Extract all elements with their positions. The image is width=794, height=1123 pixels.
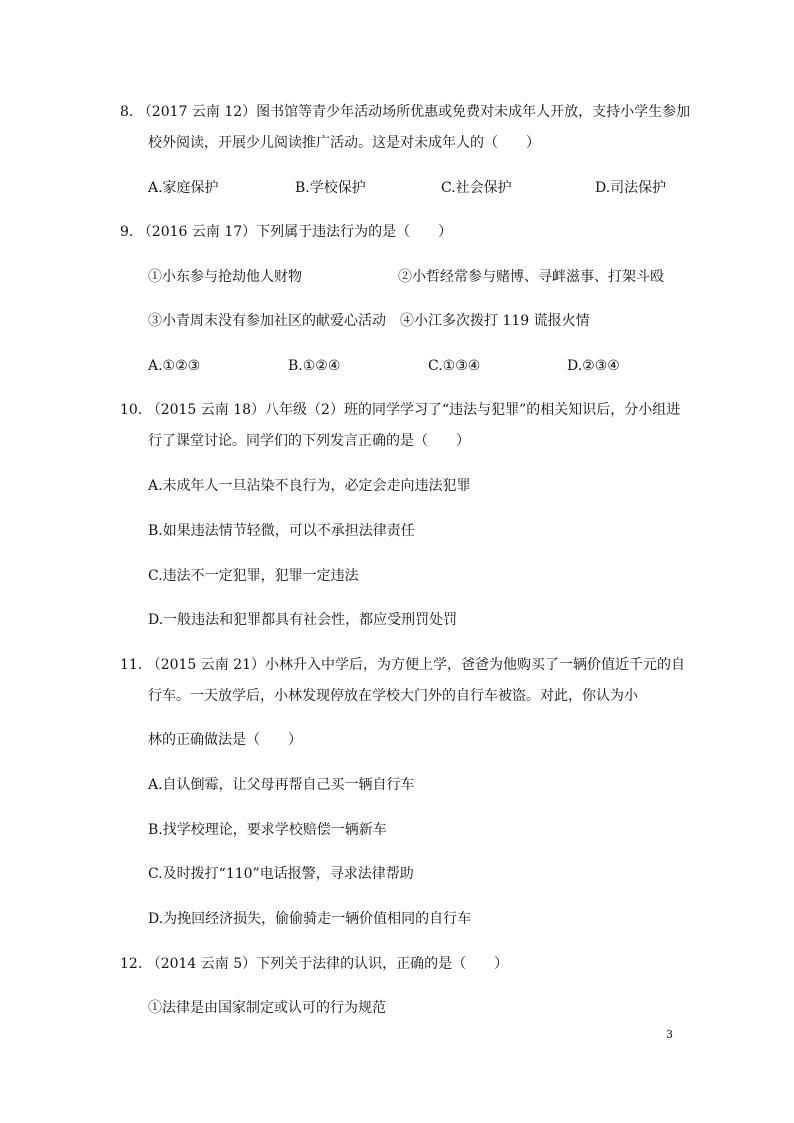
q9-statement-2: ②小哲经常参与赌博、寻衅滋事、打架斗殴 [398, 269, 664, 285]
q8-stem-line2: 校外阅读，开展少儿阅读推广活动。这是对未成年人的（ ） [148, 135, 540, 151]
q10-option-c[interactable]: C.违法不一定犯罪，犯罪一定违法 [148, 568, 359, 584]
q9-option-c[interactable]: C.①③④ [428, 358, 481, 374]
q9-statement-1: ①小东参与抢劫他人财物 [148, 269, 302, 285]
q8-option-d[interactable]: D.司法保护 [595, 180, 667, 196]
q8-option-b[interactable]: B.学校保护 [295, 180, 366, 196]
q11-stem-line2: 行车。一天放学后，小林发现停放在学校大门外的自行车被盗。对此，你认为小 [148, 688, 638, 704]
q10-stem-line1: 10. （2015 云南 18）八年级（2）班的同学学习了“违法与犯罪”的相关知识后，分小组进 [120, 402, 681, 418]
q10-option-b[interactable]: B.如果违法情节轻微，可以不承担法律责任 [148, 523, 415, 539]
q11-stem-line3: 林的正确做法是（ ） [148, 732, 302, 748]
q10-stem-line2: 行了课堂讨论。同学们的下列发言正确的是（ ） [148, 433, 470, 449]
q11-option-b[interactable]: B.找学校理论，要求学校赔偿一辆新车 [148, 822, 387, 838]
page-number: 3 [666, 1028, 673, 1041]
q11-option-c[interactable]: C.及时拨打“110”电话报警，寻求法律帮助 [148, 866, 414, 882]
q10-option-a[interactable]: A.未成年人一旦沾染不良行为，必定会走向违法犯罪 [148, 478, 471, 494]
q11-option-a[interactable]: A.自认倒霉，让父母再帮自己买一辆自行车 [148, 777, 415, 793]
q12-stem: 12. （2014 云南 5）下列关于法律的认识，正确的是（ ） [120, 956, 509, 972]
q8-stem-line1: 8. （2017 云南 12）图书馆等青少年活动场所优惠或免费对未成年人开放，支持小学生参加 [120, 104, 691, 120]
q8-option-a[interactable]: A.家庭保护 [148, 180, 219, 196]
q9-statement-3: ③小青周末没有参加社区的献爱心活动 [148, 313, 386, 329]
q9-statement-4: ④小江多次拨打 119 谎报火情 [400, 313, 590, 329]
q10-option-d[interactable]: D.一般违法和犯罪都具有社会性，都应受刑罚处罚 [148, 612, 458, 628]
q9-option-b[interactable]: B.①②④ [288, 358, 341, 374]
q12-statement-1: ①法律是由国家制定或认可的行为规范 [148, 1000, 386, 1016]
q9-stem: 9. （2016 云南 17）下列属于违法行为的是（ ） [120, 224, 453, 240]
q11-option-d[interactable]: D.为挽回经济损失，偷偷骑走一辆价值相同的自行车 [148, 911, 472, 927]
q9-option-d[interactable]: D.②③④ [567, 358, 620, 374]
q11-stem-line1: 11. （2015 云南 21）小林升入中学后，为方便上学，爸爸为他购买了一辆价值近千元的自 [120, 657, 686, 673]
q9-option-a[interactable]: A.①②③ [148, 358, 201, 374]
q8-option-c[interactable]: C.社会保护 [441, 180, 512, 196]
